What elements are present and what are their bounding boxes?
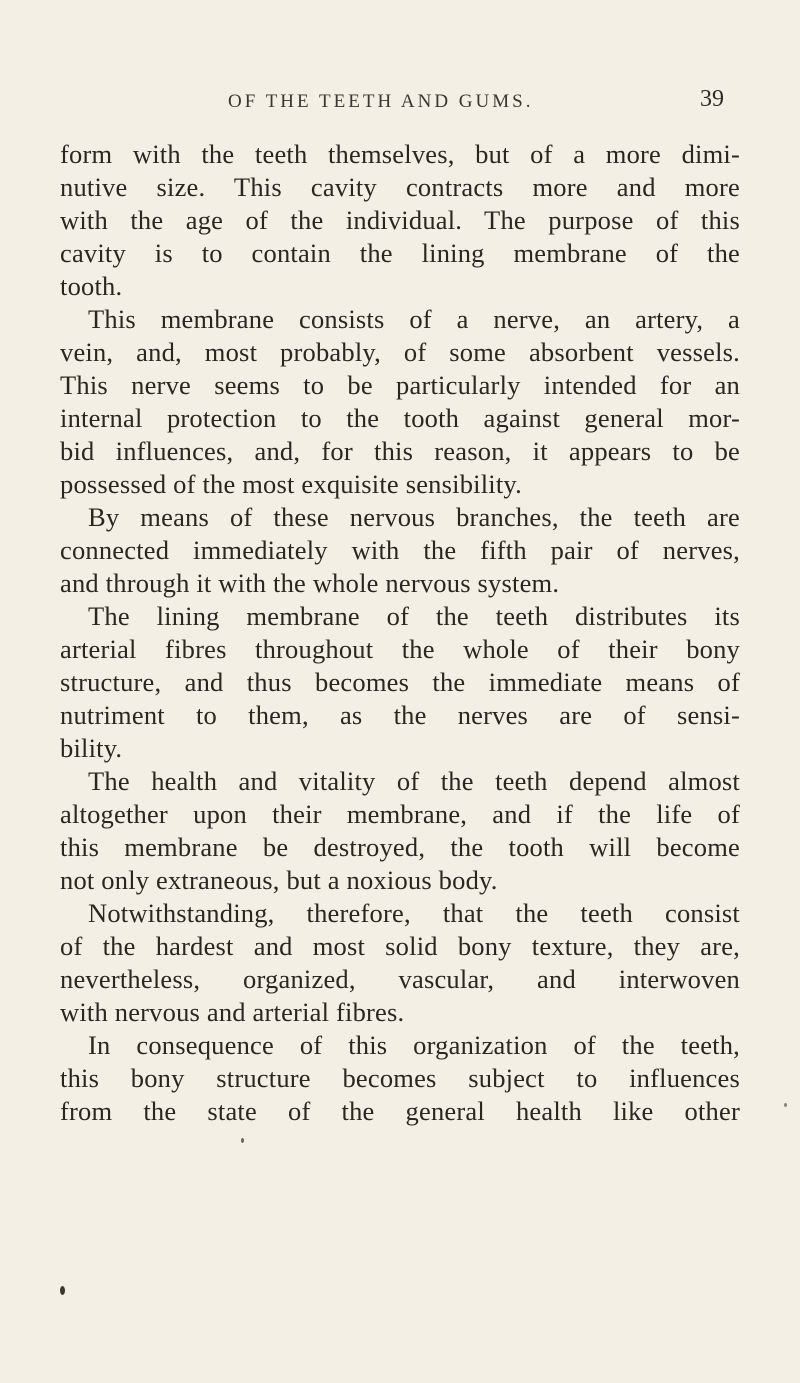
paragraph-start: In consequence of this organization of the teeth,	[88, 1030, 740, 1060]
paragraph-start: This membrane consists of a nerve, an artery, a	[88, 304, 740, 334]
text-line: form with the teeth themselves, but of a more dimi-	[60, 139, 740, 169]
text-line: altogether upon their membrane, and if the life of	[60, 799, 740, 829]
text-line: nutriment to them, as the nerves are of sensi-	[60, 700, 740, 730]
text-line: structure, and thus becomes the immediate means of	[60, 667, 740, 697]
text-line: arterial fibres throughout the whole of their bony	[60, 634, 740, 664]
page-number: 39	[700, 86, 724, 112]
text-line: with the age of the individual. The purpose of this	[60, 205, 740, 235]
paragraph-start: The lining membrane of the teeth distributes its	[88, 601, 740, 631]
text-line: nutive size. This cavity contracts more and more	[60, 172, 740, 202]
text-line: nevertheless, organized, vascular, and interwoven	[60, 964, 740, 994]
paragraph-start: Notwithstanding, therefore, that the teeth consist	[88, 898, 740, 928]
text-line: this bony structure becomes subject to influences	[60, 1063, 740, 1093]
paragraph-start: The health and vitality of the teeth depend almost	[88, 766, 740, 796]
text-line: cavity is to contain the lining membrane of the	[60, 238, 740, 268]
ink-speck	[241, 1138, 244, 1143]
text-line: this membrane be destroyed, the tooth will become	[60, 832, 740, 862]
ink-speck	[784, 1103, 787, 1107]
text-line: This nerve seems to be particularly intended for an	[60, 370, 740, 400]
text-line: from the state of the general health like other	[60, 1096, 740, 1126]
text-line: connected immediately with the fifth pair of nerves,	[60, 535, 740, 565]
text-line: possessed of the most exquisite sensibility.	[60, 469, 522, 499]
text-line: tooth.	[60, 271, 123, 301]
text-line: with nervous and arterial fibres.	[60, 997, 405, 1027]
text-line: and through it with the whole nervous system.	[60, 568, 560, 598]
text-line: of the hardest and most solid bony texture, they are,	[60, 931, 740, 961]
text-line: internal protection to the tooth against general mor-	[60, 403, 740, 433]
ink-speck	[60, 1286, 65, 1295]
text-line: not only extraneous, but a noxious body.	[60, 865, 498, 895]
text-line: vein, and, most probably, of some absorbent vessels.	[60, 337, 740, 367]
text-line: bid influences, and, for this reason, it appears to be	[60, 436, 740, 466]
paragraph-start: By means of these nervous branches, the teeth are	[88, 502, 740, 532]
text-line: bility.	[60, 733, 123, 763]
running-head: OF THE TEETH AND GUMS.	[228, 91, 534, 112]
